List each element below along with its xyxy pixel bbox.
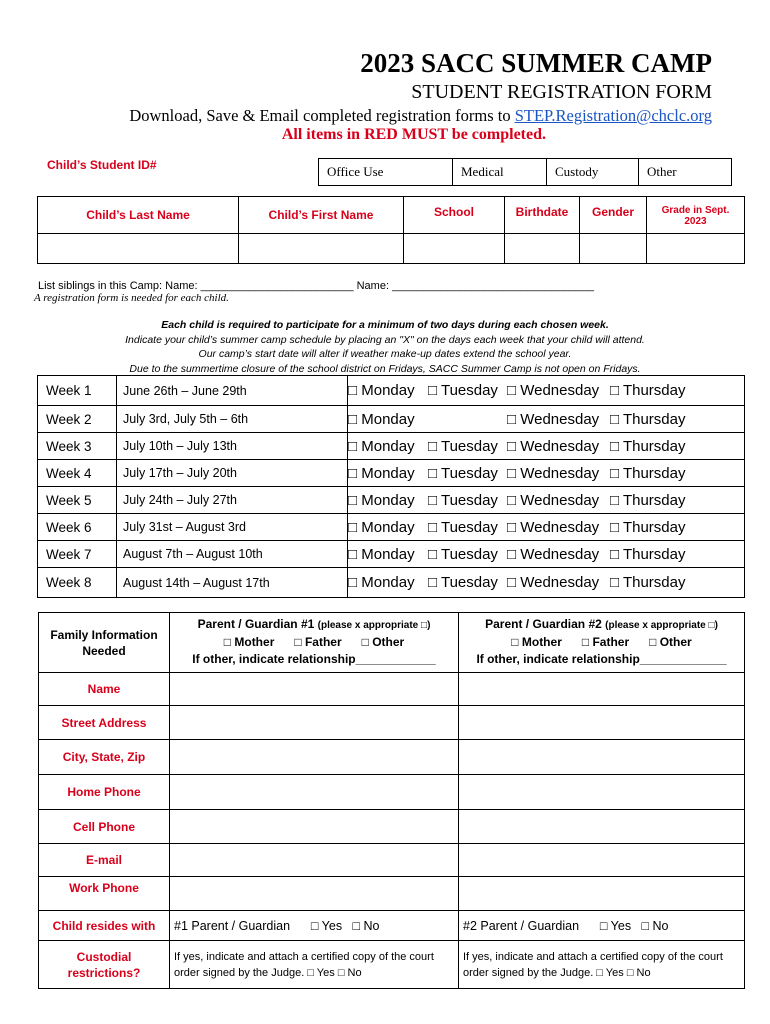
guardian2-relationship[interactable]: If other, indicate relationship_____________ — [476, 652, 727, 666]
table-row — [38, 514, 745, 541]
custodial-guardian1[interactable]: If yes, indicate and attach a certified copy of the court order signed by the Judge. □ Yes □ No — [170, 941, 459, 989]
note-minimum: Each child is required to participate for a minimum of two days during each chosen week. — [161, 319, 609, 331]
wednesday-checkbox[interactable]: □ Wednesday — [507, 574, 600, 591]
guardian2-name-field[interactable] — [459, 673, 745, 706]
grade-field[interactable] — [647, 234, 745, 264]
school-field[interactable] — [404, 234, 505, 264]
resides-label: Child resides with — [39, 911, 170, 941]
week-dates: July 17th – July 20th — [117, 460, 348, 487]
week-days — [348, 487, 745, 514]
table-row — [39, 844, 745, 877]
wednesday-checkbox[interactable]: □ Wednesday — [507, 382, 600, 399]
family-header: Family Information Needed — [39, 613, 170, 673]
street-address-label: Street Address — [39, 706, 170, 740]
wednesday-checkbox[interactable]: □ Wednesday — [507, 518, 600, 536]
child-info-table — [37, 196, 745, 264]
note-indicate: Indicate your child’s summer camp schedule by placing an "X" on the days each week that your child will attend. — [125, 333, 645, 346]
guardian1-header — [170, 613, 459, 673]
gender-header: Gender — [580, 197, 647, 234]
tuesday-checkbox[interactable]: □ Tuesday — [428, 491, 498, 509]
guardian1-name-field[interactable] — [170, 673, 459, 706]
siblings-note: A registration form is needed for each child. — [34, 292, 229, 304]
thursday-checkbox[interactable]: □ Thursday — [610, 518, 686, 536]
thursday-checkbox[interactable]: □ Thursday — [610, 437, 686, 455]
week-dates: August 14th – August 17th — [117, 568, 348, 598]
note-fridays: Due to the summertime closure of the school district on Fridays, SACC Summer Camp is not open on Fridays. — [129, 362, 641, 375]
custodial-label: Custodial restrictions? — [39, 941, 170, 989]
guardian1-city-field[interactable] — [170, 740, 459, 775]
table-row — [39, 877, 745, 911]
table-row — [38, 487, 745, 514]
week-days — [348, 541, 745, 568]
tuesday-checkbox[interactable]: □ Tuesday — [428, 382, 498, 399]
week-label: Week 6 — [38, 514, 117, 541]
week-days — [348, 376, 745, 406]
office-use-cell: Office Use — [319, 159, 453, 186]
week-label: Week 8 — [38, 568, 117, 598]
required-note: All items in RED MUST be completed. — [281, 126, 546, 143]
medical-cell: Medical — [453, 159, 547, 186]
download-instructions — [0, 106, 712, 126]
siblings-line: List siblings in this Camp: Name: _________________________ Name: _________________________________ — [38, 280, 594, 292]
other-cell: Other — [639, 159, 732, 186]
schedule-notes — [0, 318, 770, 376]
table-row — [39, 673, 745, 706]
guardian1-hint: (please x appropriate □) — [317, 620, 431, 631]
table-row — [38, 460, 745, 487]
last-name-header: Child’s Last Name — [38, 197, 239, 234]
monday-checkbox[interactable]: □ Monday — [348, 464, 415, 482]
first-name-field[interactable] — [239, 234, 404, 264]
week-dates: August 7th – August 10th — [117, 541, 348, 568]
week-label: Week 3 — [38, 433, 117, 460]
gender-field[interactable] — [580, 234, 647, 264]
wednesday-checkbox[interactable]: □ Wednesday — [507, 491, 600, 509]
table-row — [38, 568, 745, 598]
monday-checkbox[interactable]: □ Monday — [348, 545, 415, 563]
thursday-checkbox[interactable]: □ Thursday — [610, 382, 686, 399]
first-name-header: Child’s First Name — [239, 197, 404, 234]
thursday-checkbox[interactable]: □ Thursday — [610, 491, 686, 509]
form-subtitle: STUDENT REGISTRATION FORM — [411, 81, 712, 103]
guardian2-work-phone-field[interactable] — [459, 877, 745, 911]
monday-checkbox[interactable]: □ Monday — [348, 574, 415, 591]
week-dates: July 3rd, July 5th – 6th — [117, 406, 348, 433]
thursday-checkbox[interactable]: □ Thursday — [610, 464, 686, 482]
week-dates: June 26th – June 29th — [117, 376, 348, 406]
guardian2-header — [459, 613, 745, 673]
table-row — [39, 810, 745, 844]
note-start-date: Our camp’s start date will alter if weather make-up dates extend the school year. — [198, 348, 572, 360]
custodial-guardian2[interactable]: If yes, indicate and attach a certified copy of the court order signed by the Judge. □ Yes □ No — [459, 941, 745, 989]
resides-guardian1[interactable]: #1 Parent / Guardian □ Yes □ No — [170, 911, 459, 941]
cell-phone-label: Cell Phone — [39, 810, 170, 844]
birthdate-header: Birthdate — [505, 197, 580, 234]
monday-checkbox[interactable]: □ Monday — [348, 410, 415, 428]
guardian1-email-field[interactable] — [170, 844, 459, 877]
city-state-zip-label: City, State, Zip — [39, 740, 170, 775]
week-dates: July 24th – July 27th — [117, 487, 348, 514]
week-days — [348, 406, 745, 433]
guardian1-home-phone-field[interactable] — [170, 775, 459, 810]
guardian1-street-field[interactable] — [170, 706, 459, 740]
table-row — [39, 911, 745, 941]
week-label: Week 7 — [38, 541, 117, 568]
family-info-table — [38, 612, 745, 989]
week-days — [348, 460, 745, 487]
guardian2-title: Parent / Guardian #2 — [485, 617, 602, 631]
wednesday-checkbox[interactable]: □ Wednesday — [507, 464, 600, 482]
thursday-checkbox[interactable]: □ Thursday — [610, 410, 686, 428]
week-label: Week 4 — [38, 460, 117, 487]
email-label: E-mail — [39, 844, 170, 877]
table-row — [39, 740, 745, 775]
wednesday-checkbox[interactable]: □ Wednesday — [507, 545, 600, 563]
grade-header: Grade in Sept. 2023 — [647, 197, 745, 234]
week-days — [348, 568, 745, 598]
tuesday-checkbox[interactable]: □ Tuesday — [428, 545, 498, 563]
monday-checkbox[interactable]: □ Monday — [348, 382, 415, 399]
home-phone-label: Home Phone — [39, 775, 170, 810]
name-label: Name — [39, 673, 170, 706]
guardian1-relationship[interactable]: If other, indicate relationship____________ — [192, 652, 436, 666]
table-row — [39, 706, 745, 740]
monday-checkbox[interactable]: □ Monday — [348, 518, 415, 536]
week-label: Week 2 — [38, 406, 117, 433]
week-label: Week 5 — [38, 487, 117, 514]
wednesday-checkbox[interactable]: □ Wednesday — [507, 410, 600, 428]
student-id-label: Child’s Student ID# — [47, 158, 157, 172]
week-dates: July 31st – August 3rd — [117, 514, 348, 541]
form-title: 2023 SACC SUMMER CAMP — [360, 48, 712, 78]
school-header: School — [404, 197, 505, 234]
custody-cell: Custody — [547, 159, 639, 186]
table-row — [39, 775, 745, 810]
guardian2-home-phone-field[interactable] — [459, 775, 745, 810]
tuesday-checkbox[interactable]: □ Tuesday — [428, 574, 498, 591]
tuesday-checkbox[interactable]: □ Tuesday — [428, 518, 498, 536]
tuesday-checkbox[interactable]: □ Tuesday — [428, 437, 498, 455]
guardian1-options[interactable]: □ Mother □ Father □ Other — [223, 635, 405, 649]
guardian1-cell-phone-field[interactable] — [170, 810, 459, 844]
work-phone-label: Work Phone — [39, 877, 170, 911]
guardian2-city-field[interactable] — [459, 740, 745, 775]
week-dates: July 10th – July 13th — [117, 433, 348, 460]
guardian2-cell-phone-field[interactable] — [459, 810, 745, 844]
guardian2-options[interactable]: □ Mother □ Father □ Other — [511, 635, 692, 649]
office-use-table — [318, 158, 732, 186]
birthdate-field[interactable] — [505, 234, 580, 264]
download-text: Download, Save & Email completed registration forms to — [129, 106, 511, 125]
thursday-checkbox[interactable]: □ Thursday — [610, 574, 686, 591]
guardian1-work-phone-field[interactable] — [170, 877, 459, 911]
week-days — [348, 433, 745, 460]
table-row — [39, 941, 745, 989]
table-row — [38, 541, 745, 568]
table-row — [38, 406, 745, 433]
week-schedule-table — [37, 375, 745, 598]
monday-checkbox[interactable]: □ Monday — [348, 491, 415, 509]
monday-checkbox[interactable]: □ Monday — [348, 437, 415, 455]
guardian2-hint: (please x appropriate □) — [605, 620, 718, 631]
week-label: Week 1 — [38, 376, 117, 406]
wednesday-checkbox[interactable]: □ Wednesday — [507, 437, 600, 455]
thursday-checkbox[interactable]: □ Thursday — [610, 545, 686, 563]
guardian2-email-field[interactable] — [459, 844, 745, 877]
tuesday-checkbox[interactable]: □ Tuesday — [428, 464, 498, 482]
resides-guardian2[interactable]: #2 Parent / Guardian □ Yes □ No — [459, 911, 745, 941]
week-days — [348, 514, 745, 541]
table-row — [38, 376, 745, 406]
table-row — [38, 433, 745, 460]
registration-email-link[interactable]: STEP.Registration@chclc.org — [514, 106, 712, 125]
last-name-field[interactable] — [38, 234, 239, 264]
guardian2-street-field[interactable] — [459, 706, 745, 740]
guardian1-title: Parent / Guardian #1 — [197, 617, 315, 631]
